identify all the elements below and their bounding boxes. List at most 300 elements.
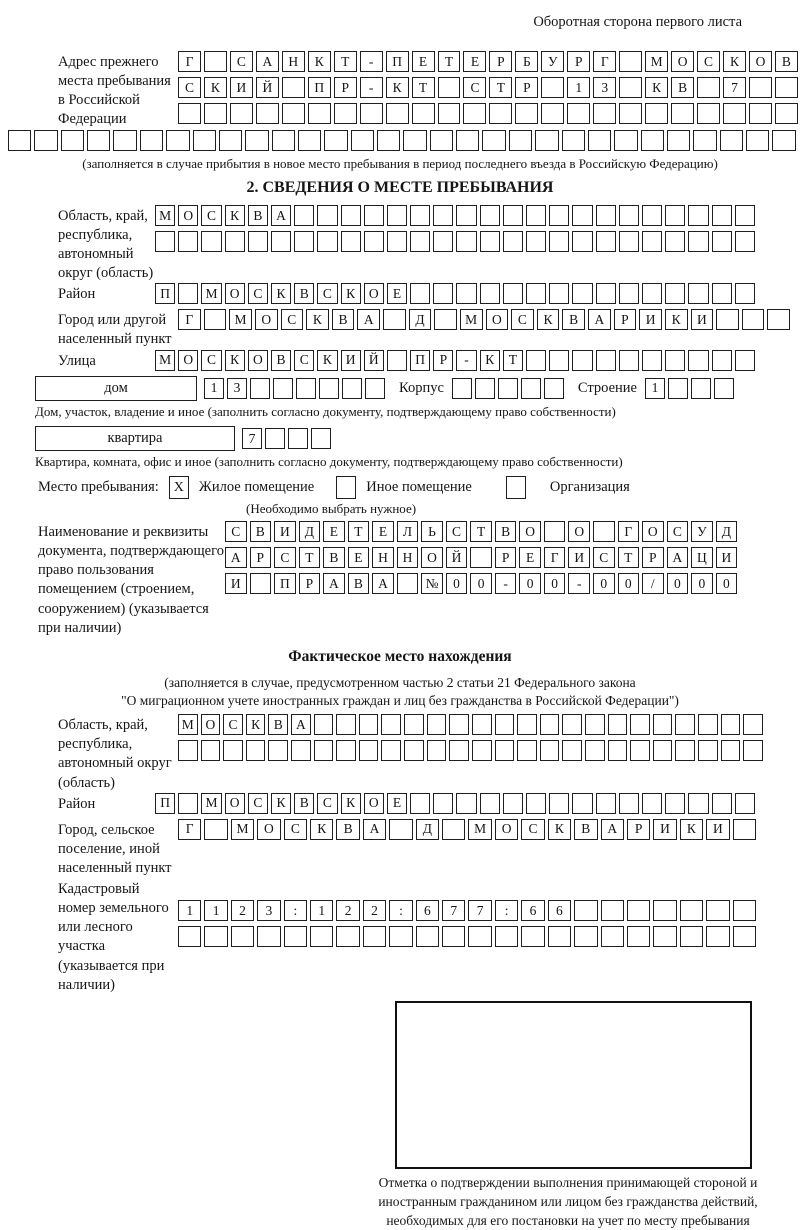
char-cell[interactable] bbox=[541, 77, 564, 98]
char-cell[interactable] bbox=[225, 231, 245, 252]
char-cell[interactable] bbox=[291, 740, 311, 761]
char-cell[interactable] bbox=[463, 103, 486, 124]
char-cell[interactable] bbox=[712, 350, 732, 371]
char-cell[interactable] bbox=[521, 378, 541, 399]
char-cell[interactable] bbox=[619, 205, 639, 226]
char-cell[interactable] bbox=[363, 926, 386, 947]
char-cell[interactable]: 0 bbox=[716, 573, 738, 594]
char-cell[interactable]: А bbox=[372, 573, 394, 594]
char-cell[interactable]: Т bbox=[438, 51, 461, 72]
char-cell[interactable]: 0 bbox=[667, 573, 689, 594]
char-cell[interactable] bbox=[549, 231, 569, 252]
char-cell[interactable] bbox=[495, 740, 515, 761]
char-cell[interactable]: К bbox=[645, 77, 668, 98]
char-cell[interactable] bbox=[282, 77, 305, 98]
char-cell[interactable]: Е bbox=[387, 283, 407, 304]
char-cell[interactable]: 0 bbox=[544, 573, 566, 594]
char-cell[interactable] bbox=[535, 130, 558, 151]
char-cell[interactable] bbox=[585, 714, 605, 735]
char-cell[interactable]: В bbox=[268, 714, 288, 735]
char-cell[interactable] bbox=[671, 103, 694, 124]
char-cell[interactable]: С bbox=[281, 309, 304, 330]
char-cell[interactable]: С bbox=[667, 521, 689, 542]
char-cell[interactable]: 3 bbox=[227, 378, 247, 399]
char-cell[interactable] bbox=[294, 205, 314, 226]
char-cell[interactable]: Р bbox=[433, 350, 453, 371]
char-cell[interactable]: Б bbox=[515, 51, 538, 72]
char-cell[interactable] bbox=[775, 103, 798, 124]
char-cell[interactable] bbox=[178, 103, 201, 124]
char-cell[interactable]: Т bbox=[618, 547, 640, 568]
char-cell[interactable] bbox=[714, 378, 734, 399]
char-cell[interactable] bbox=[336, 926, 359, 947]
char-cell[interactable] bbox=[653, 714, 673, 735]
char-cell[interactable] bbox=[596, 205, 616, 226]
char-cell[interactable]: Д bbox=[416, 819, 439, 840]
char-cell[interactable] bbox=[456, 231, 476, 252]
char-cell[interactable]: Т bbox=[489, 77, 512, 98]
char-cell[interactable]: Т bbox=[299, 547, 321, 568]
char-cell[interactable]: А bbox=[588, 309, 611, 330]
stay-type-checkbox-residential[interactable]: X bbox=[169, 476, 189, 499]
char-cell[interactable]: О bbox=[178, 350, 198, 371]
char-cell[interactable]: М bbox=[460, 309, 483, 330]
char-cell[interactable]: Е bbox=[387, 793, 407, 814]
char-cell[interactable] bbox=[746, 130, 769, 151]
char-cell[interactable] bbox=[749, 77, 772, 98]
char-cell[interactable]: А bbox=[271, 205, 291, 226]
char-cell[interactable] bbox=[680, 926, 703, 947]
char-cell[interactable] bbox=[619, 51, 642, 72]
char-cell[interactable] bbox=[593, 521, 615, 542]
char-cell[interactable]: Р bbox=[299, 573, 321, 594]
char-cell[interactable] bbox=[389, 819, 412, 840]
char-cell[interactable]: С bbox=[248, 283, 268, 304]
char-cell[interactable]: 1 bbox=[645, 378, 665, 399]
char-cell[interactable] bbox=[562, 130, 585, 151]
char-cell[interactable]: К bbox=[308, 51, 331, 72]
char-cell[interactable]: Т bbox=[503, 350, 523, 371]
char-cell[interactable] bbox=[365, 378, 385, 399]
char-cell[interactable]: К bbox=[271, 283, 291, 304]
char-cell[interactable]: : bbox=[284, 900, 307, 921]
char-cell[interactable] bbox=[688, 283, 708, 304]
char-cell[interactable]: 2 bbox=[336, 900, 359, 921]
char-cell[interactable]: Т bbox=[348, 521, 370, 542]
char-cell[interactable]: К bbox=[548, 819, 571, 840]
char-cell[interactable] bbox=[231, 926, 254, 947]
char-cell[interactable] bbox=[619, 103, 642, 124]
char-cell[interactable] bbox=[387, 350, 407, 371]
char-cell[interactable] bbox=[294, 231, 314, 252]
char-cell[interactable]: Е bbox=[412, 51, 435, 72]
char-cell[interactable]: К bbox=[723, 51, 746, 72]
char-cell[interactable] bbox=[359, 714, 379, 735]
char-cell[interactable] bbox=[456, 793, 476, 814]
char-cell[interactable] bbox=[735, 205, 755, 226]
char-cell[interactable] bbox=[665, 231, 685, 252]
char-cell[interactable]: К bbox=[306, 309, 329, 330]
char-cell[interactable] bbox=[308, 103, 331, 124]
char-cell[interactable]: П bbox=[155, 793, 175, 814]
char-cell[interactable] bbox=[204, 819, 227, 840]
char-cell[interactable]: Ц bbox=[691, 547, 713, 568]
char-cell[interactable] bbox=[630, 740, 650, 761]
char-cell[interactable] bbox=[296, 378, 316, 399]
char-cell[interactable] bbox=[87, 130, 110, 151]
char-cell[interactable] bbox=[449, 714, 469, 735]
char-cell[interactable] bbox=[549, 205, 569, 226]
char-cell[interactable] bbox=[585, 740, 605, 761]
char-cell[interactable] bbox=[282, 103, 305, 124]
char-cell[interactable]: А bbox=[363, 819, 386, 840]
char-cell[interactable] bbox=[665, 350, 685, 371]
char-cell[interactable]: К bbox=[317, 350, 337, 371]
char-cell[interactable]: Н bbox=[372, 547, 394, 568]
char-cell[interactable] bbox=[667, 130, 690, 151]
char-cell[interactable]: Е bbox=[323, 521, 345, 542]
char-cell[interactable] bbox=[468, 926, 491, 947]
char-cell[interactable] bbox=[619, 231, 639, 252]
char-cell[interactable] bbox=[619, 350, 639, 371]
char-cell[interactable]: С bbox=[697, 51, 720, 72]
char-cell[interactable] bbox=[572, 283, 592, 304]
char-cell[interactable]: М bbox=[201, 283, 221, 304]
char-cell[interactable]: О bbox=[421, 547, 443, 568]
char-cell[interactable]: У bbox=[691, 521, 713, 542]
char-cell[interactable] bbox=[642, 283, 662, 304]
char-cell[interactable]: 2 bbox=[231, 900, 254, 921]
char-cell[interactable]: К bbox=[680, 819, 703, 840]
char-cell[interactable] bbox=[381, 714, 401, 735]
char-cell[interactable] bbox=[723, 103, 746, 124]
char-cell[interactable] bbox=[608, 714, 628, 735]
char-cell[interactable]: Р bbox=[334, 77, 357, 98]
char-cell[interactable]: В bbox=[271, 350, 291, 371]
char-cell[interactable]: В bbox=[671, 77, 694, 98]
char-cell[interactable] bbox=[562, 740, 582, 761]
char-cell[interactable]: А bbox=[291, 714, 311, 735]
char-cell[interactable]: К bbox=[204, 77, 227, 98]
char-cell[interactable] bbox=[675, 714, 695, 735]
char-cell[interactable] bbox=[403, 130, 426, 151]
char-cell[interactable] bbox=[544, 378, 564, 399]
char-cell[interactable] bbox=[257, 926, 280, 947]
char-cell[interactable] bbox=[412, 103, 435, 124]
char-cell[interactable] bbox=[503, 205, 523, 226]
char-cell[interactable]: С bbox=[201, 205, 221, 226]
char-cell[interactable]: Й bbox=[256, 77, 279, 98]
char-cell[interactable] bbox=[449, 740, 469, 761]
char-cell[interactable] bbox=[201, 740, 221, 761]
char-cell[interactable] bbox=[645, 103, 668, 124]
char-cell[interactable]: 1 bbox=[567, 77, 590, 98]
char-cell[interactable]: О bbox=[248, 350, 268, 371]
char-cell[interactable] bbox=[503, 283, 523, 304]
char-cell[interactable]: Ь bbox=[421, 521, 443, 542]
char-cell[interactable]: О bbox=[178, 205, 198, 226]
char-cell[interactable]: 1 bbox=[178, 900, 201, 921]
stay-type-checkbox-other[interactable] bbox=[336, 476, 356, 499]
char-cell[interactable] bbox=[665, 793, 685, 814]
char-cell[interactable]: К bbox=[386, 77, 409, 98]
char-cell[interactable]: П bbox=[274, 573, 296, 594]
char-cell[interactable] bbox=[298, 130, 321, 151]
char-cell[interactable] bbox=[288, 428, 308, 449]
char-cell[interactable]: 0 bbox=[593, 573, 615, 594]
char-cell[interactable]: Е bbox=[372, 521, 394, 542]
char-cell[interactable] bbox=[735, 793, 755, 814]
char-cell[interactable] bbox=[377, 130, 400, 151]
char-cell[interactable]: 7 bbox=[242, 428, 262, 449]
char-cell[interactable] bbox=[743, 740, 763, 761]
char-cell[interactable] bbox=[334, 103, 357, 124]
char-cell[interactable]: 3 bbox=[593, 77, 616, 98]
char-cell[interactable]: С bbox=[223, 714, 243, 735]
char-cell[interactable] bbox=[442, 819, 465, 840]
char-cell[interactable]: С bbox=[225, 521, 247, 542]
char-cell[interactable] bbox=[427, 740, 447, 761]
char-cell[interactable]: И bbox=[341, 350, 361, 371]
char-cell[interactable] bbox=[735, 350, 755, 371]
char-cell[interactable]: Е bbox=[519, 547, 541, 568]
char-cell[interactable] bbox=[596, 350, 616, 371]
char-cell[interactable] bbox=[482, 130, 505, 151]
char-cell[interactable] bbox=[630, 714, 650, 735]
char-cell[interactable] bbox=[675, 740, 695, 761]
char-cell[interactable] bbox=[204, 926, 227, 947]
char-cell[interactable] bbox=[549, 793, 569, 814]
char-cell[interactable] bbox=[246, 740, 266, 761]
char-cell[interactable]: С bbox=[294, 350, 314, 371]
char-cell[interactable] bbox=[688, 231, 708, 252]
char-cell[interactable]: 6 bbox=[416, 900, 439, 921]
char-cell[interactable] bbox=[549, 283, 569, 304]
char-cell[interactable] bbox=[452, 378, 472, 399]
char-cell[interactable]: О bbox=[671, 51, 694, 72]
char-cell[interactable]: О bbox=[255, 309, 278, 330]
char-cell[interactable]: В bbox=[294, 283, 314, 304]
char-cell[interactable]: - bbox=[360, 51, 383, 72]
char-cell[interactable] bbox=[775, 77, 798, 98]
char-cell[interactable]: - bbox=[568, 573, 590, 594]
char-cell[interactable]: И bbox=[691, 309, 714, 330]
char-cell[interactable]: О bbox=[486, 309, 509, 330]
char-cell[interactable] bbox=[273, 378, 293, 399]
char-cell[interactable] bbox=[470, 547, 492, 568]
char-cell[interactable]: 7 bbox=[442, 900, 465, 921]
char-cell[interactable]: Н bbox=[282, 51, 305, 72]
char-cell[interactable] bbox=[268, 740, 288, 761]
char-cell[interactable] bbox=[706, 926, 729, 947]
char-cell[interactable]: С bbox=[248, 793, 268, 814]
char-cell[interactable]: С bbox=[274, 547, 296, 568]
char-cell[interactable] bbox=[712, 283, 732, 304]
char-cell[interactable] bbox=[314, 714, 334, 735]
char-cell[interactable] bbox=[342, 378, 362, 399]
char-cell[interactable]: М bbox=[201, 793, 221, 814]
char-cell[interactable] bbox=[495, 926, 518, 947]
char-cell[interactable]: А bbox=[256, 51, 279, 72]
char-cell[interactable]: 7 bbox=[723, 77, 746, 98]
char-cell[interactable] bbox=[526, 283, 546, 304]
char-cell[interactable]: М bbox=[155, 350, 175, 371]
char-cell[interactable] bbox=[742, 309, 765, 330]
char-cell[interactable]: Д bbox=[299, 521, 321, 542]
char-cell[interactable]: М bbox=[155, 205, 175, 226]
char-cell[interactable] bbox=[416, 926, 439, 947]
char-cell[interactable]: С bbox=[201, 350, 221, 371]
char-cell[interactable] bbox=[230, 103, 253, 124]
char-cell[interactable] bbox=[472, 714, 492, 735]
char-cell[interactable]: М bbox=[645, 51, 668, 72]
char-cell[interactable]: С bbox=[284, 819, 307, 840]
char-cell[interactable]: И bbox=[274, 521, 296, 542]
char-cell[interactable]: О bbox=[364, 793, 384, 814]
char-cell[interactable] bbox=[351, 130, 374, 151]
char-cell[interactable] bbox=[245, 130, 268, 151]
char-cell[interactable] bbox=[456, 283, 476, 304]
char-cell[interactable]: П bbox=[410, 350, 430, 371]
char-cell[interactable] bbox=[480, 205, 500, 226]
char-cell[interactable]: Р bbox=[495, 547, 517, 568]
char-cell[interactable]: Й bbox=[446, 547, 468, 568]
char-cell[interactable] bbox=[389, 926, 412, 947]
char-cell[interactable] bbox=[515, 103, 538, 124]
char-cell[interactable]: В bbox=[323, 547, 345, 568]
char-cell[interactable]: Д bbox=[716, 521, 738, 542]
char-cell[interactable]: Н bbox=[397, 547, 419, 568]
char-cell[interactable]: И bbox=[716, 547, 738, 568]
char-cell[interactable] bbox=[614, 130, 637, 151]
char-cell[interactable] bbox=[456, 130, 479, 151]
char-cell[interactable]: Л bbox=[397, 521, 419, 542]
char-cell[interactable]: 6 bbox=[548, 900, 571, 921]
char-cell[interactable] bbox=[8, 130, 31, 151]
char-cell[interactable] bbox=[442, 926, 465, 947]
char-cell[interactable]: К bbox=[665, 309, 688, 330]
char-cell[interactable] bbox=[716, 309, 739, 330]
char-cell[interactable]: 0 bbox=[470, 573, 492, 594]
char-cell[interactable] bbox=[433, 205, 453, 226]
char-cell[interactable] bbox=[430, 130, 453, 151]
char-cell[interactable] bbox=[688, 793, 708, 814]
char-cell[interactable] bbox=[336, 740, 356, 761]
char-cell[interactable] bbox=[641, 130, 664, 151]
char-cell[interactable]: К bbox=[341, 283, 361, 304]
char-cell[interactable]: И bbox=[653, 819, 676, 840]
char-cell[interactable] bbox=[387, 205, 407, 226]
char-cell[interactable]: И bbox=[230, 77, 253, 98]
char-cell[interactable] bbox=[250, 378, 270, 399]
char-cell[interactable]: 7 bbox=[468, 900, 491, 921]
char-cell[interactable]: У bbox=[541, 51, 564, 72]
char-cell[interactable] bbox=[733, 819, 756, 840]
char-cell[interactable]: Г bbox=[178, 51, 201, 72]
char-cell[interactable]: 0 bbox=[519, 573, 541, 594]
char-cell[interactable] bbox=[480, 793, 500, 814]
char-cell[interactable]: К bbox=[310, 819, 333, 840]
char-cell[interactable] bbox=[572, 231, 592, 252]
char-cell[interactable]: С bbox=[317, 793, 337, 814]
char-cell[interactable]: А bbox=[667, 547, 689, 568]
char-cell[interactable] bbox=[743, 714, 763, 735]
char-cell[interactable] bbox=[698, 740, 718, 761]
char-cell[interactable] bbox=[697, 103, 720, 124]
char-cell[interactable]: С bbox=[511, 309, 534, 330]
char-cell[interactable] bbox=[540, 714, 560, 735]
char-cell[interactable] bbox=[317, 205, 337, 226]
char-cell[interactable]: И bbox=[568, 547, 590, 568]
char-cell[interactable] bbox=[735, 283, 755, 304]
char-cell[interactable]: К bbox=[225, 350, 245, 371]
char-cell[interactable] bbox=[721, 740, 741, 761]
char-cell[interactable] bbox=[272, 130, 295, 151]
char-cell[interactable]: О bbox=[495, 819, 518, 840]
char-cell[interactable] bbox=[627, 926, 650, 947]
char-cell[interactable] bbox=[456, 205, 476, 226]
char-cell[interactable]: Р bbox=[515, 77, 538, 98]
char-cell[interactable]: В bbox=[332, 309, 355, 330]
char-cell[interactable]: О bbox=[519, 521, 541, 542]
char-cell[interactable] bbox=[567, 103, 590, 124]
char-cell[interactable]: Р bbox=[250, 547, 272, 568]
char-cell[interactable]: / bbox=[642, 573, 664, 594]
char-cell[interactable] bbox=[549, 350, 569, 371]
stay-type-checkbox-organization[interactable] bbox=[506, 476, 526, 499]
char-cell[interactable] bbox=[619, 793, 639, 814]
char-cell[interactable]: 0 bbox=[618, 573, 640, 594]
char-cell[interactable]: 1 bbox=[204, 378, 224, 399]
char-cell[interactable] bbox=[475, 378, 495, 399]
char-cell[interactable]: Р bbox=[567, 51, 590, 72]
char-cell[interactable]: С bbox=[178, 77, 201, 98]
char-cell[interactable] bbox=[410, 231, 430, 252]
char-cell[interactable] bbox=[596, 283, 616, 304]
char-cell[interactable] bbox=[178, 740, 198, 761]
char-cell[interactable] bbox=[521, 926, 544, 947]
char-cell[interactable]: О bbox=[225, 793, 245, 814]
char-cell[interactable] bbox=[627, 900, 650, 921]
char-cell[interactable] bbox=[697, 77, 720, 98]
char-cell[interactable] bbox=[733, 926, 756, 947]
char-cell[interactable]: : bbox=[389, 900, 412, 921]
char-cell[interactable]: О bbox=[257, 819, 280, 840]
char-cell[interactable] bbox=[472, 740, 492, 761]
char-cell[interactable] bbox=[642, 231, 662, 252]
char-cell[interactable] bbox=[733, 900, 756, 921]
char-cell[interactable]: С bbox=[521, 819, 544, 840]
char-cell[interactable] bbox=[383, 309, 406, 330]
char-cell[interactable]: М bbox=[229, 309, 252, 330]
char-cell[interactable] bbox=[588, 130, 611, 151]
char-cell[interactable] bbox=[381, 740, 401, 761]
char-cell[interactable] bbox=[433, 793, 453, 814]
char-cell[interactable]: П bbox=[308, 77, 331, 98]
char-cell[interactable]: Г bbox=[618, 521, 640, 542]
char-cell[interactable]: Д bbox=[409, 309, 432, 330]
char-cell[interactable] bbox=[526, 793, 546, 814]
char-cell[interactable]: А bbox=[601, 819, 624, 840]
char-cell[interactable] bbox=[434, 309, 457, 330]
char-cell[interactable]: С bbox=[463, 77, 486, 98]
char-cell[interactable] bbox=[503, 231, 523, 252]
char-cell[interactable] bbox=[509, 130, 532, 151]
char-cell[interactable] bbox=[712, 231, 732, 252]
char-cell[interactable] bbox=[526, 205, 546, 226]
char-cell[interactable] bbox=[410, 283, 430, 304]
char-cell[interactable]: В bbox=[336, 819, 359, 840]
